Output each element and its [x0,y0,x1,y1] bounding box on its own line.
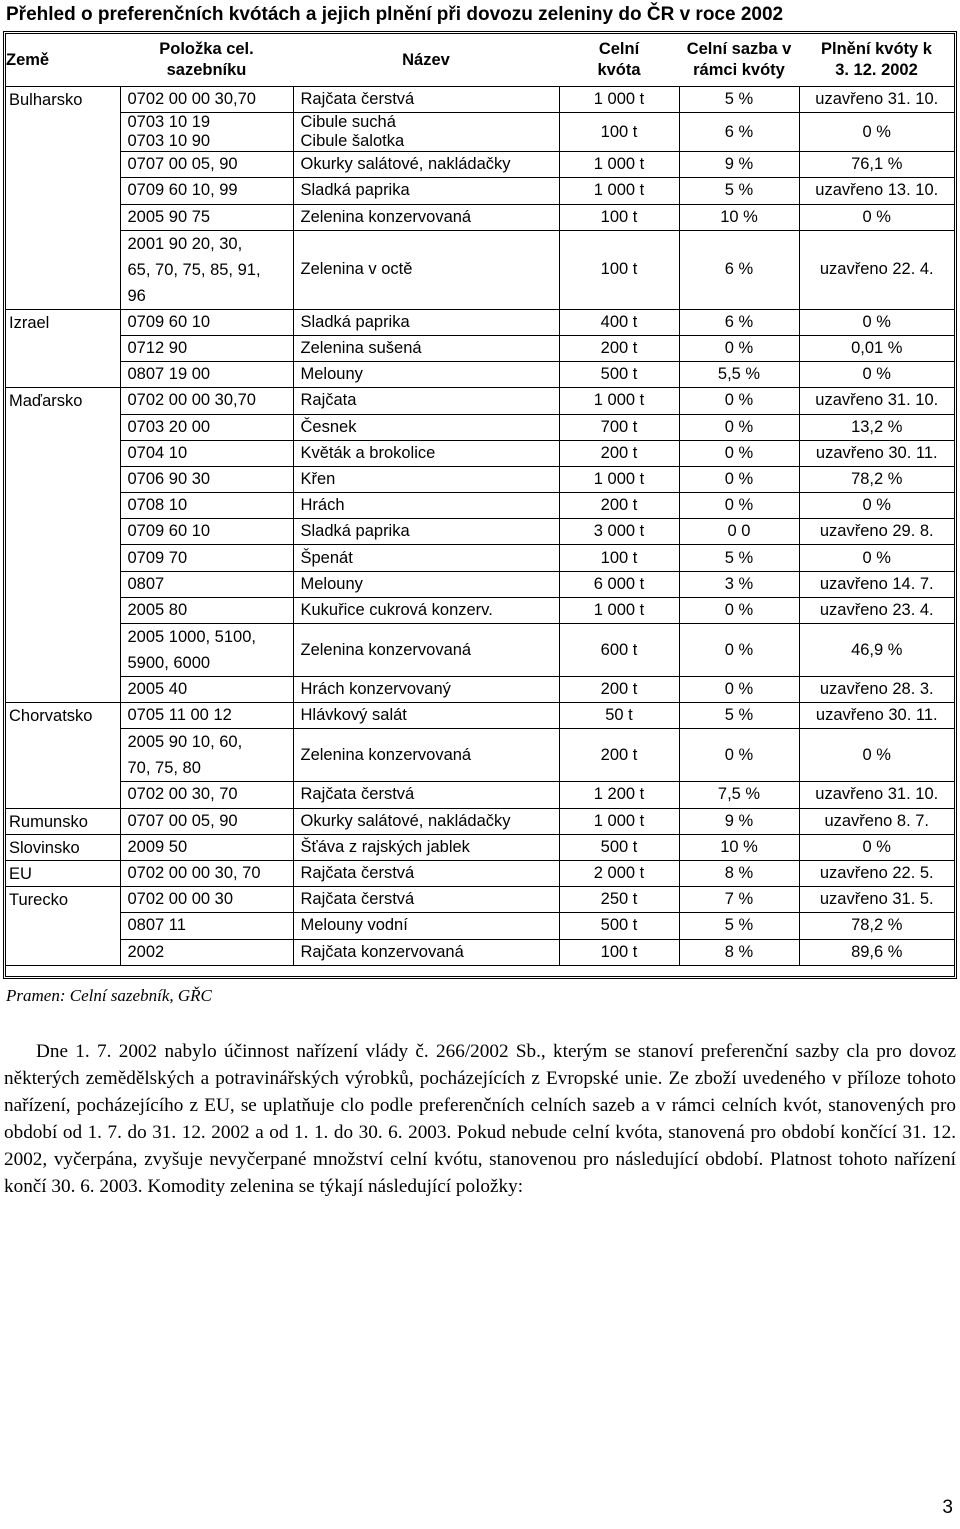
cell-name: Hrách konzervovaný [293,677,559,703]
cell-quota: 100 t [559,939,679,965]
cell-rate: 8 % [679,860,799,886]
cell-code: 0702 00 00 30,70 [120,87,293,113]
table-row [6,782,954,808]
cell-quota: 200 t [559,729,679,782]
cell-code: 0702 00 00 30, 70 [120,860,293,886]
table-row [6,703,954,729]
cell-country: Maďarsko [6,388,120,703]
table-body [6,87,954,966]
cell-fill: 89,6 % [799,939,954,965]
cell-quota: 200 t [559,440,679,466]
cell-code-line: 2005 90 10, 60, [127,733,243,752]
cell-code [120,729,293,782]
cell-fill: uzavřeno 30. 11. [799,440,954,466]
cell-code: 2002 [120,939,293,965]
table-row [6,230,954,309]
cell-fill: uzavřeno 31. 10. [799,87,954,113]
cell-rate: 5 % [679,87,799,113]
cell-name: Melouny [293,362,559,388]
cell-fill: uzavřeno 13. 10. [799,178,954,204]
cell-code-line: 2005 1000, 5100, [127,628,256,646]
cell-quota: 3 000 t [559,519,679,545]
cell-rate: 0 % [679,335,799,361]
cell-name: Okurky salátové, nakládačky [293,152,559,178]
quota-table [6,34,954,966]
cell-quota: 1 000 t [559,87,679,113]
cell-quota: 600 t [559,624,679,677]
cell-country: Slovinsko [6,834,120,860]
cell-fill: uzavřeno 30. 11. [799,703,954,729]
cell-rate: 6 % [679,113,799,152]
table-row [6,152,954,178]
cell-name: Okurky salátové, nakládačky [293,808,559,834]
cell-name: Špenát [293,545,559,571]
cell-quota: 500 t [559,362,679,388]
cell-rate: 3 % [679,571,799,597]
cell-quota: 1 000 t [559,178,679,204]
cell-fill: 0 % [799,204,954,230]
cell-fill: 0 % [799,493,954,519]
cell-fill: 76,1 % [799,152,954,178]
cell-code: 2009 50 [120,834,293,860]
cell-quota: 50 t [559,703,679,729]
cell-code [120,113,293,152]
cell-rate: 8 % [679,939,799,965]
cell-name: Rajčata čerstvá [293,887,559,913]
cell-code-line: 0703 10 19 [127,113,211,132]
cell-name: Zelenina konzervovaná [293,729,559,782]
cell-country: EU [6,860,120,886]
table-row [6,729,954,782]
cell-name: Kukuřice cukrová konzerv. [293,597,559,623]
cell-rate: 6 % [679,309,799,335]
cell-code: 0807 11 [120,913,293,939]
cell-rate: 0 % [679,597,799,623]
cell-name: Zelenina v octě [293,230,559,309]
cell-rate: 9 % [679,152,799,178]
cell-fill: 46,9 % [799,624,954,677]
cell-rate: 5 % [679,913,799,939]
cell-quota: 200 t [559,493,679,519]
cell-quota: 100 t [559,204,679,230]
cell-name: Zelenina konzervovaná [293,624,559,677]
cell-fill: uzavřeno 29. 8. [799,519,954,545]
cell-code: 0702 00 30, 70 [120,782,293,808]
cell-code-line: 70, 75, 80 [127,759,201,778]
cell-rate: 9 % [679,808,799,834]
table-row [6,362,954,388]
table-row [6,309,954,335]
cell-fill: uzavřeno 31. 10. [799,388,954,414]
cell-rate: 7,5 % [679,782,799,808]
cell-code: 2005 80 [120,597,293,623]
table-row [6,493,954,519]
table-row [6,887,954,913]
cell-name: Hlávkový salát [293,703,559,729]
cell-name: Hrách [293,493,559,519]
cell-name-line: Cibule šalotka [300,132,405,151]
cell-name: Sladká paprika [293,178,559,204]
table-row [6,597,954,623]
cell-rate: 0 % [679,624,799,677]
cell-code: 0709 60 10 [120,519,293,545]
cell-name: Sladká paprika [293,309,559,335]
cell-name: Česnek [293,414,559,440]
cell-fill: uzavřeno 31. 10. [799,782,954,808]
cell-code: 0709 70 [120,545,293,571]
cell-name: Rajčata čerstvá [293,782,559,808]
cell-name-line: Cibule suchá [300,113,396,132]
cell-quota: 250 t [559,887,679,913]
cell-fill: uzavřeno 28. 3. [799,677,954,703]
cell-fill: 0 % [799,113,954,152]
cell-name [293,113,559,152]
cell-code: 0807 19 00 [120,362,293,388]
cell-name: Zelenina konzervovaná [293,204,559,230]
table-row [6,808,954,834]
cell-name: Křen [293,466,559,492]
cell-rate: 5,5 % [679,362,799,388]
cell-fill: 0,01 % [799,335,954,361]
cell-name: Rajčata konzervovaná [293,939,559,965]
cell-name: Rajčata čerstvá [293,860,559,886]
cell-code-line: 2001 90 20, 30, [127,234,243,253]
cell-rate: 0 0 [679,519,799,545]
cell-fill: 0 % [799,545,954,571]
cell-name: Květák a brokolice [293,440,559,466]
table-row [6,860,954,886]
cell-rate: 5 % [679,703,799,729]
cell-code: 0702 00 00 30,70 [120,388,293,414]
cell-rate: 0 % [679,729,799,782]
cell-quota: 400 t [559,309,679,335]
cell-quota: 1 000 t [559,808,679,834]
cell-code: 0703 20 00 [120,414,293,440]
cell-fill: 13,2 % [799,414,954,440]
table-row [6,913,954,939]
table-row [6,624,954,677]
cell-fill: 0 % [799,834,954,860]
table-row [6,571,954,597]
cell-quota: 500 t [559,834,679,860]
cell-country: Izrael [6,309,120,388]
table-row [6,204,954,230]
table-row [6,519,954,545]
cell-country: Turecko [6,887,120,966]
header-name: Název [293,34,559,87]
cell-fill: uzavřeno 8. 7. [799,808,954,834]
cell-rate: 10 % [679,834,799,860]
cell-name: Sladká paprika [293,519,559,545]
body-paragraph: Dne 1. 7. 2002 nabylo účinnost nařízení vlády č. 266/2002 Sb., kterým se stanoví preferenční sazby cla pro dovoz některých zemědělských a potravinářských výrobků, pocházejících z Evropské unie. Ze zboží uvedeného v příloze tohoto nařízení, pocházejícího z EU, se uplatňuje clo podle preferenčních celních sazeb a v rámci celních kvót, stanovených pro období od 1. 7. do 31. 12. 2002 a od 1. 1. do 30. 6. 2003. Pokud nebude celní kvóta, stanovená pro období končící 31. 12. 2002, vyčerpána, zvyšuje nevyčerpané množství celní kvótu, stanovenou pro následující období. Platnost tohoto nařízení končí 30. 6. 2003. Komodity zelenina se týkají následující položky: [4,1041,956,1198]
cell-quota: 6 000 t [559,571,679,597]
header-code-text: Položka cel. sazebníku [159,40,254,79]
cell-code-line: 5900, 6000 [127,654,211,672]
table-row [6,939,954,965]
cell-code: 0709 60 10, 99 [120,178,293,204]
cell-code: 0807 [120,571,293,597]
header-quota-text: Celní kvóta [597,40,641,79]
cell-country: Rumunsko [6,808,120,834]
cell-fill: uzavřeno 23. 4. [799,597,954,623]
cell-code: 0702 00 00 30 [120,887,293,913]
header-quota [559,34,679,87]
cell-rate: 0 % [679,677,799,703]
cell-quota: 1 000 t [559,597,679,623]
cell-code: 0705 11 00 12 [120,703,293,729]
table-row [6,113,954,152]
cell-fill: uzavřeno 22. 5. [799,860,954,886]
cell-quota: 1 200 t [559,782,679,808]
cell-fill: 0 % [799,362,954,388]
page-title: Přehled o preferenčních kvótách a jejich plnění při dovozu zeleniny do ČR v roce 2002 [6,4,784,25]
page-number: 3 [942,1497,953,1518]
cell-quota: 200 t [559,335,679,361]
cell-rate: 7 % [679,887,799,913]
source-note: Pramen: Celní sazebník, GŘC [6,986,212,1005]
cell-rate: 10 % [679,204,799,230]
table-row [6,545,954,571]
cell-fill: 0 % [799,729,954,782]
cell-quota: 1 000 t [559,466,679,492]
table-row [6,87,954,113]
cell-code [120,624,293,677]
header-code [120,34,293,87]
cell-fill: 78,2 % [799,913,954,939]
cell-country: Bulharsko [6,87,120,310]
cell-quota: 100 t [559,230,679,309]
table-row [6,440,954,466]
cell-rate: 0 % [679,414,799,440]
table-row [6,335,954,361]
cell-quota: 2 000 t [559,860,679,886]
header-rate-text: Celní sazba v rámci kvóty [686,40,792,79]
cell-fill: uzavřeno 14. 7. [799,571,954,597]
cell-rate: 0 % [679,466,799,492]
cell-quota: 700 t [559,414,679,440]
cell-code: 0712 90 [120,335,293,361]
cell-rate: 5 % [679,545,799,571]
table-row [6,677,954,703]
cell-name: Zelenina sušená [293,335,559,361]
cell-rate: 0 % [679,388,799,414]
cell-code: 2005 40 [120,677,293,703]
table-row [6,834,954,860]
cell-code: 0707 00 05, 90 [120,808,293,834]
cell-code: 0706 90 30 [120,466,293,492]
header-rate [679,34,799,87]
cell-code [120,230,293,309]
cell-name: Šťáva z rajských jablek [293,834,559,860]
cell-quota: 500 t [559,913,679,939]
cell-quota: 100 t [559,113,679,152]
header-fill-text: Plnění kvóty k 3. 12. 2002 [821,40,932,79]
table-row [6,466,954,492]
table-row [6,414,954,440]
cell-code-line: 65, 70, 75, 85, 91, [127,260,261,279]
cell-quota: 1 000 t [559,388,679,414]
cell-rate: 0 % [679,440,799,466]
cell-name: Rajčata [293,388,559,414]
header-country: Země [6,34,120,87]
cell-code: 0707 00 05, 90 [120,152,293,178]
cell-quota: 1 000 t [559,152,679,178]
cell-rate: 6 % [679,230,799,309]
cell-fill: uzavřeno 22. 4. [799,230,954,309]
cell-rate: 0 % [679,493,799,519]
cell-code: 0708 10 [120,493,293,519]
table-header-row [6,34,954,87]
cell-rate: 5 % [679,178,799,204]
cell-fill: uzavřeno 31. 5. [799,887,954,913]
cell-quota: 100 t [559,545,679,571]
cell-code: 0709 60 10 [120,309,293,335]
cell-country: Chorvatsko [6,703,120,808]
table-row [6,178,954,204]
table-row [6,388,954,414]
cell-code-line: 96 [127,286,146,305]
cell-name: Rajčata čerstvá [293,87,559,113]
cell-name: Melouny [293,571,559,597]
cell-code: 2005 90 75 [120,204,293,230]
cell-name: Melouny vodní [293,913,559,939]
cell-fill: 0 % [799,309,954,335]
cell-code-line: 0703 10 90 [127,132,211,151]
cell-code: 0704 10 [120,440,293,466]
cell-fill: 78,2 % [799,466,954,492]
header-fill [799,34,954,87]
cell-quota: 200 t [559,677,679,703]
